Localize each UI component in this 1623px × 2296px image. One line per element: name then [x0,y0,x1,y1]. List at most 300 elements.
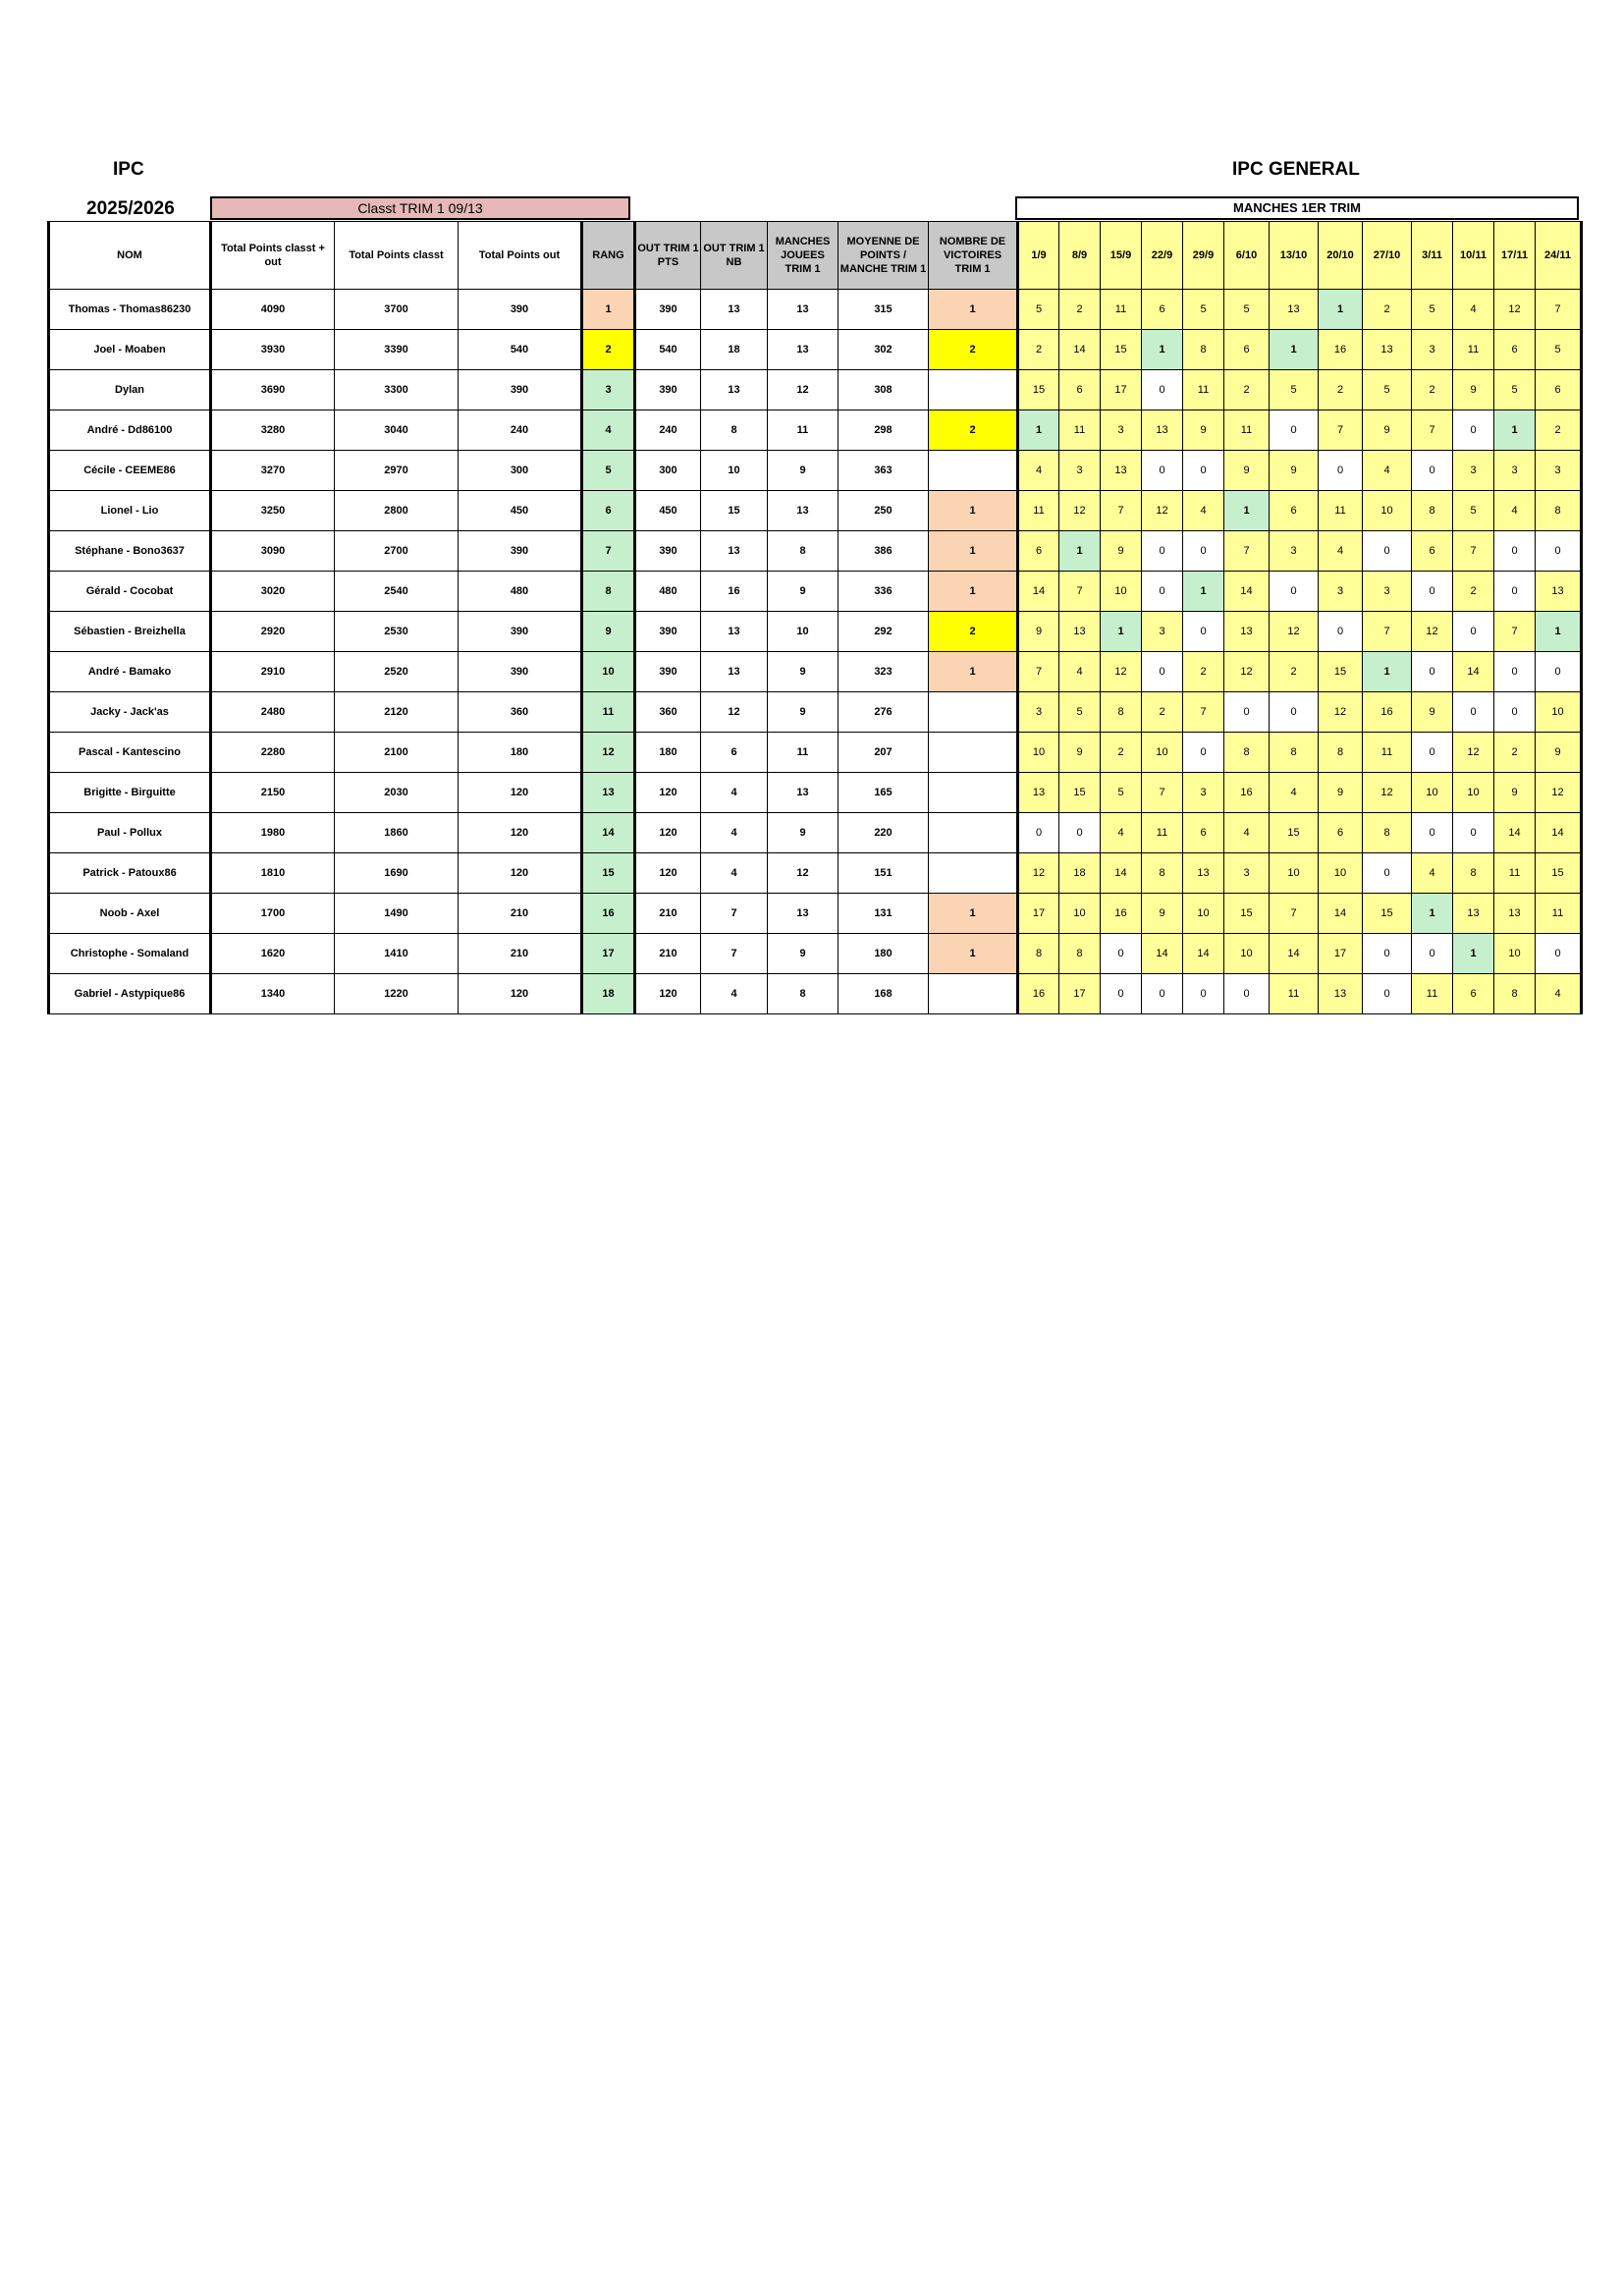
total-points-out-cell: 240 [459,410,582,451]
page-title-ipc-general: IPC GENERAL [1232,159,1360,180]
moyenne-cell: 276 [839,692,929,733]
round-score-cell: 2 [1319,370,1363,410]
round-score-cell: 0 [1319,451,1363,491]
round-score-cell: 3 [1101,410,1142,451]
col-header-date: 13/10 [1270,222,1319,290]
round-score-cell: 6 [1412,531,1453,572]
round-score-cell: 6 [1018,531,1059,572]
out-pts-cell: 450 [635,491,701,531]
round-score-cell: 14 [1183,934,1224,974]
round-score-cell: 8 [1101,692,1142,733]
moyenne-cell: 302 [839,330,929,370]
round-score-cell: 16 [1319,330,1363,370]
round-score-cell: 3 [1363,572,1412,612]
total-points-classt-cell: 3300 [335,370,459,410]
col-header-out-pts: OUT TRIM 1 PTS [635,222,701,290]
total-points-classt-out-cell: 1700 [211,894,335,934]
round-score-cell: 8 [1142,853,1183,894]
round-score-cell: 4 [1018,451,1059,491]
round-score-cell: 10 [1319,853,1363,894]
round-score-cell: 14 [1270,934,1319,974]
total-points-out-cell: 120 [459,813,582,853]
round-score-cell: 0 [1183,974,1224,1014]
round-score-cell: 8 [1319,733,1363,773]
round-score-cell: 5 [1412,290,1453,330]
round-score-cell: 9 [1142,894,1183,934]
round-score-cell: 1 [1363,652,1412,692]
out-pts-cell: 390 [635,370,701,410]
round-score-cell: 1 [1453,934,1494,974]
round-score-cell: 7 [1059,572,1101,612]
manches-jouees-cell: 9 [768,934,839,974]
round-score-cell: 0 [1536,531,1582,572]
total-points-classt-out-cell: 2150 [211,773,335,813]
round-score-cell: 2 [1363,290,1412,330]
moyenne-cell: 220 [839,813,929,853]
round-score-cell: 2 [1270,652,1319,692]
round-score-cell: 14 [1224,572,1270,612]
total-points-classt-out-cell: 2920 [211,612,335,652]
total-points-out-cell: 390 [459,531,582,572]
round-score-cell: 12 [1059,491,1101,531]
moyenne-cell: 131 [839,894,929,934]
round-score-cell: 12 [1494,290,1536,330]
round-score-cell: 0 [1142,572,1183,612]
total-points-out-cell: 390 [459,290,582,330]
total-points-classt-cell: 1410 [335,934,459,974]
total-points-classt-out-cell: 1980 [211,813,335,853]
victoires-cell: 2 [929,612,1018,652]
table-body [49,290,1582,1014]
manches-jouees-cell: 12 [768,853,839,894]
out-pts-cell: 120 [635,974,701,1014]
round-score-cell: 13 [1319,974,1363,1014]
round-score-cell: 0 [1183,612,1224,652]
round-score-cell: 1 [1059,531,1101,572]
table-row [49,813,1582,853]
manches-jouees-cell: 9 [768,451,839,491]
round-score-cell: 0 [1536,652,1582,692]
round-score-cell: 3 [1224,853,1270,894]
round-score-cell: 11 [1142,813,1183,853]
standings-table [47,221,1583,1014]
round-score-cell: 4 [1270,773,1319,813]
page-title-ipc: IPC [113,159,144,180]
total-points-classt-cell: 2100 [335,733,459,773]
moyenne-cell: 151 [839,853,929,894]
round-score-cell: 12 [1270,612,1319,652]
player-name-cell: André - Dd86100 [49,410,211,451]
round-score-cell: 10 [1101,572,1142,612]
round-score-cell: 1 [1018,410,1059,451]
round-score-cell: 0 [1018,813,1059,853]
table-row [49,290,1582,330]
round-score-cell: 7 [1536,290,1582,330]
col-header-total-out: Total Points out [459,222,582,290]
table-row [49,894,1582,934]
round-score-cell: 13 [1142,410,1183,451]
round-score-cell: 1 [1183,572,1224,612]
out-nb-cell: 13 [701,290,768,330]
round-score-cell: 1 [1536,612,1582,652]
player-name-cell: Christophe - Somaland [49,934,211,974]
round-score-cell: 8 [1453,853,1494,894]
total-points-out-cell: 210 [459,894,582,934]
round-score-cell: 14 [1018,572,1059,612]
round-score-cell: 3 [1142,612,1183,652]
round-score-cell: 13 [1018,773,1059,813]
manches-jouees-cell: 13 [768,330,839,370]
round-score-cell: 3 [1412,330,1453,370]
player-name-cell: Lionel - Lio [49,491,211,531]
round-score-cell: 5 [1453,491,1494,531]
moyenne-cell: 315 [839,290,929,330]
round-score-cell: 3 [1536,451,1582,491]
manches-jouees-cell: 8 [768,974,839,1014]
rang-cell: 1 [582,290,635,330]
round-score-cell: 0 [1412,451,1453,491]
player-name-cell: Jacky - Jack'as [49,692,211,733]
round-score-cell: 9 [1224,451,1270,491]
round-score-cell: 11 [1319,491,1363,531]
victoires-cell: 1 [929,491,1018,531]
total-points-out-cell: 390 [459,370,582,410]
total-points-out-cell: 120 [459,974,582,1014]
player-name-cell: Sébastien - Breizhella [49,612,211,652]
round-score-cell: 6 [1319,813,1363,853]
table-row [49,330,1582,370]
out-pts-cell: 120 [635,853,701,894]
victoires-cell: 1 [929,290,1018,330]
total-points-classt-cell: 1490 [335,894,459,934]
moyenne-cell: 292 [839,612,929,652]
round-score-cell: 15 [1363,894,1412,934]
total-points-classt-cell: 2800 [335,491,459,531]
col-header-total-classt-out: Total Points classt + out [211,222,335,290]
victoires-cell: 1 [929,652,1018,692]
rang-cell: 8 [582,572,635,612]
round-score-cell: 8 [1494,974,1536,1014]
round-score-cell: 12 [1536,773,1582,813]
round-score-cell: 3 [1270,531,1319,572]
out-pts-cell: 210 [635,894,701,934]
out-nb-cell: 16 [701,572,768,612]
out-nb-cell: 4 [701,773,768,813]
player-name-cell: Gérald - Cocobat [49,572,211,612]
round-score-cell: 17 [1319,934,1363,974]
table-row [49,692,1582,733]
table-row [49,572,1582,612]
out-pts-cell: 390 [635,531,701,572]
season-label: 2025/2026 [86,198,175,219]
total-points-classt-out-cell: 3930 [211,330,335,370]
round-score-cell: 0 [1224,692,1270,733]
round-score-cell: 0 [1224,974,1270,1014]
table-row [49,733,1582,773]
player-name-cell: Thomas - Thomas86230 [49,290,211,330]
round-score-cell: 10 [1183,894,1224,934]
round-score-cell: 5 [1494,370,1536,410]
table-row [49,773,1582,813]
out-nb-cell: 10 [701,451,768,491]
col-header-date: 1/9 [1018,222,1059,290]
round-score-cell: 10 [1142,733,1183,773]
total-points-out-cell: 390 [459,652,582,692]
round-score-cell: 1 [1101,612,1142,652]
col-header-date: 15/9 [1101,222,1142,290]
table-row [49,612,1582,652]
manches-trim-banner: MANCHES 1ER TRIM [1015,196,1579,220]
round-score-cell: 12 [1142,491,1183,531]
round-score-cell: 12 [1018,853,1059,894]
round-score-cell: 8 [1183,330,1224,370]
round-score-cell: 2 [1536,410,1582,451]
round-score-cell: 7 [1018,652,1059,692]
round-score-cell: 5 [1224,290,1270,330]
round-score-cell: 1 [1142,330,1183,370]
out-pts-cell: 210 [635,934,701,974]
round-score-cell: 11 [1453,330,1494,370]
round-score-cell: 0 [1412,572,1453,612]
round-score-cell: 3 [1059,451,1101,491]
round-score-cell: 2 [1494,733,1536,773]
round-score-cell: 4 [1536,974,1582,1014]
round-score-cell: 3 [1319,572,1363,612]
col-header-nom: NOM [49,222,211,290]
total-points-out-cell: 120 [459,773,582,813]
table-row [49,370,1582,410]
total-points-out-cell: 540 [459,330,582,370]
round-score-cell: 0 [1142,652,1183,692]
total-points-classt-out-cell: 2280 [211,733,335,773]
moyenne-cell: 298 [839,410,929,451]
moyenne-cell: 336 [839,572,929,612]
round-score-cell: 4 [1363,451,1412,491]
round-score-cell: 10 [1224,934,1270,974]
victoires-cell [929,813,1018,853]
round-score-cell: 16 [1224,773,1270,813]
player-name-cell: André - Bamako [49,652,211,692]
total-points-classt-cell: 3700 [335,290,459,330]
round-score-cell: 11 [1363,733,1412,773]
round-score-cell: 9 [1363,410,1412,451]
round-score-cell: 4 [1101,813,1142,853]
round-score-cell: 15 [1224,894,1270,934]
total-points-classt-out-cell: 3020 [211,572,335,612]
round-score-cell: 6 [1270,491,1319,531]
total-points-classt-out-cell: 3690 [211,370,335,410]
total-points-classt-out-cell: 1340 [211,974,335,1014]
round-score-cell: 0 [1412,733,1453,773]
round-score-cell: 13 [1059,612,1101,652]
player-name-cell: Stéphane - Bono3637 [49,531,211,572]
round-score-cell: 7 [1270,894,1319,934]
out-nb-cell: 4 [701,853,768,894]
round-score-cell: 9 [1453,370,1494,410]
table-row [49,531,1582,572]
rang-cell: 6 [582,491,635,531]
player-name-cell: Cécile - CEEME86 [49,451,211,491]
round-score-cell: 10 [1453,773,1494,813]
round-score-cell: 14 [1319,894,1363,934]
out-pts-cell: 540 [635,330,701,370]
round-score-cell: 11 [1412,974,1453,1014]
total-points-classt-out-cell: 3090 [211,531,335,572]
round-score-cell: 14 [1142,934,1183,974]
moyenne-cell: 308 [839,370,929,410]
player-name-cell: Gabriel - Astypique86 [49,974,211,1014]
round-score-cell: 4 [1059,652,1101,692]
round-score-cell: 0 [1363,853,1412,894]
rang-cell: 11 [582,692,635,733]
total-points-out-cell: 360 [459,692,582,733]
moyenne-cell: 323 [839,652,929,692]
round-score-cell: 13 [1363,330,1412,370]
round-score-cell: 16 [1018,974,1059,1014]
total-points-out-cell: 180 [459,733,582,773]
round-score-cell: 1 [1270,330,1319,370]
round-score-cell: 0 [1183,451,1224,491]
round-score-cell: 0 [1494,531,1536,572]
round-score-cell: 6 [1494,330,1536,370]
victoires-cell: 2 [929,410,1018,451]
round-score-cell: 0 [1412,652,1453,692]
round-score-cell: 5 [1018,290,1059,330]
round-score-cell: 9 [1101,531,1142,572]
round-score-cell: 14 [1101,853,1142,894]
total-points-classt-out-cell: 1810 [211,853,335,894]
rang-cell: 13 [582,773,635,813]
round-score-cell: 7 [1453,531,1494,572]
out-pts-cell: 390 [635,612,701,652]
round-score-cell: 7 [1363,612,1412,652]
player-name-cell: Noob - Axel [49,894,211,934]
round-score-cell: 6 [1059,370,1101,410]
victoires-cell: 1 [929,531,1018,572]
round-score-cell: 0 [1270,410,1319,451]
round-score-cell: 11 [1270,974,1319,1014]
table-row [49,934,1582,974]
round-score-cell: 15 [1270,813,1319,853]
player-name-cell: Paul - Pollux [49,813,211,853]
total-points-classt-cell: 2700 [335,531,459,572]
round-score-cell: 18 [1059,853,1101,894]
total-points-classt-cell: 3040 [335,410,459,451]
victoires-cell: 2 [929,330,1018,370]
manches-jouees-cell: 10 [768,612,839,652]
round-score-cell: 0 [1270,572,1319,612]
round-score-cell: 4 [1319,531,1363,572]
col-header-date: 8/9 [1059,222,1101,290]
round-score-cell: 13 [1101,451,1142,491]
round-score-cell: 11 [1183,370,1224,410]
manches-jouees-cell: 11 [768,733,839,773]
victoires-cell [929,451,1018,491]
moyenne-cell: 207 [839,733,929,773]
round-score-cell: 9 [1018,612,1059,652]
rang-cell: 9 [582,612,635,652]
round-score-cell: 0 [1453,692,1494,733]
round-score-cell: 2 [1453,572,1494,612]
round-score-cell: 13 [1453,894,1494,934]
round-score-cell: 0 [1363,934,1412,974]
out-pts-cell: 300 [635,451,701,491]
victoires-cell: 1 [929,934,1018,974]
manches-jouees-cell: 9 [768,652,839,692]
rang-cell: 14 [582,813,635,853]
table-row [49,410,1582,451]
round-score-cell: 11 [1536,894,1582,934]
round-score-cell: 1 [1319,290,1363,330]
round-score-cell: 6 [1183,813,1224,853]
round-score-cell: 6 [1536,370,1582,410]
round-score-cell: 0 [1142,451,1183,491]
moyenne-cell: 180 [839,934,929,974]
round-score-cell: 17 [1059,974,1101,1014]
rang-cell: 16 [582,894,635,934]
col-header-date: 29/9 [1183,222,1224,290]
round-score-cell: 8 [1412,491,1453,531]
manches-jouees-cell: 13 [768,290,839,330]
round-score-cell: 15 [1059,773,1101,813]
round-score-cell: 9 [1412,692,1453,733]
round-score-cell: 6 [1453,974,1494,1014]
total-points-classt-out-cell: 2480 [211,692,335,733]
round-score-cell: 2 [1142,692,1183,733]
col-header-date: 3/11 [1412,222,1453,290]
total-points-out-cell: 120 [459,853,582,894]
round-score-cell: 7 [1142,773,1183,813]
moyenne-cell: 168 [839,974,929,1014]
manches-jouees-cell: 11 [768,410,839,451]
total-points-classt-cell: 3390 [335,330,459,370]
round-score-cell: 9 [1494,773,1536,813]
round-score-cell: 9 [1319,773,1363,813]
col-header-date: 17/11 [1494,222,1536,290]
table-row [49,853,1582,894]
col-header-manches-jouees: MANCHES JOUEES TRIM 1 [768,222,839,290]
round-score-cell: 0 [1536,934,1582,974]
rang-cell: 17 [582,934,635,974]
round-score-cell: 1 [1224,491,1270,531]
manches-jouees-cell: 13 [768,773,839,813]
moyenne-cell: 363 [839,451,929,491]
out-nb-cell: 8 [701,410,768,451]
col-header-out-nb: OUT TRIM 1 NB [701,222,768,290]
victoires-cell [929,974,1018,1014]
out-nb-cell: 18 [701,330,768,370]
round-score-cell: 9 [1536,733,1582,773]
total-points-classt-out-cell: 4090 [211,290,335,330]
total-points-classt-cell: 2970 [335,451,459,491]
moyenne-cell: 250 [839,491,929,531]
round-score-cell: 5 [1363,370,1412,410]
round-score-cell: 11 [1494,853,1536,894]
col-header-date: 22/9 [1142,222,1183,290]
player-name-cell: Dylan [49,370,211,410]
round-score-cell: 2 [1412,370,1453,410]
total-points-classt-out-cell: 2910 [211,652,335,692]
victoires-cell: 1 [929,894,1018,934]
col-header-date: 27/10 [1363,222,1412,290]
total-points-classt-out-cell: 3250 [211,491,335,531]
round-score-cell: 0 [1363,974,1412,1014]
victoires-cell [929,370,1018,410]
round-score-cell: 7 [1183,692,1224,733]
round-score-cell: 14 [1494,813,1536,853]
round-score-cell: 15 [1018,370,1059,410]
round-score-cell: 9 [1270,451,1319,491]
